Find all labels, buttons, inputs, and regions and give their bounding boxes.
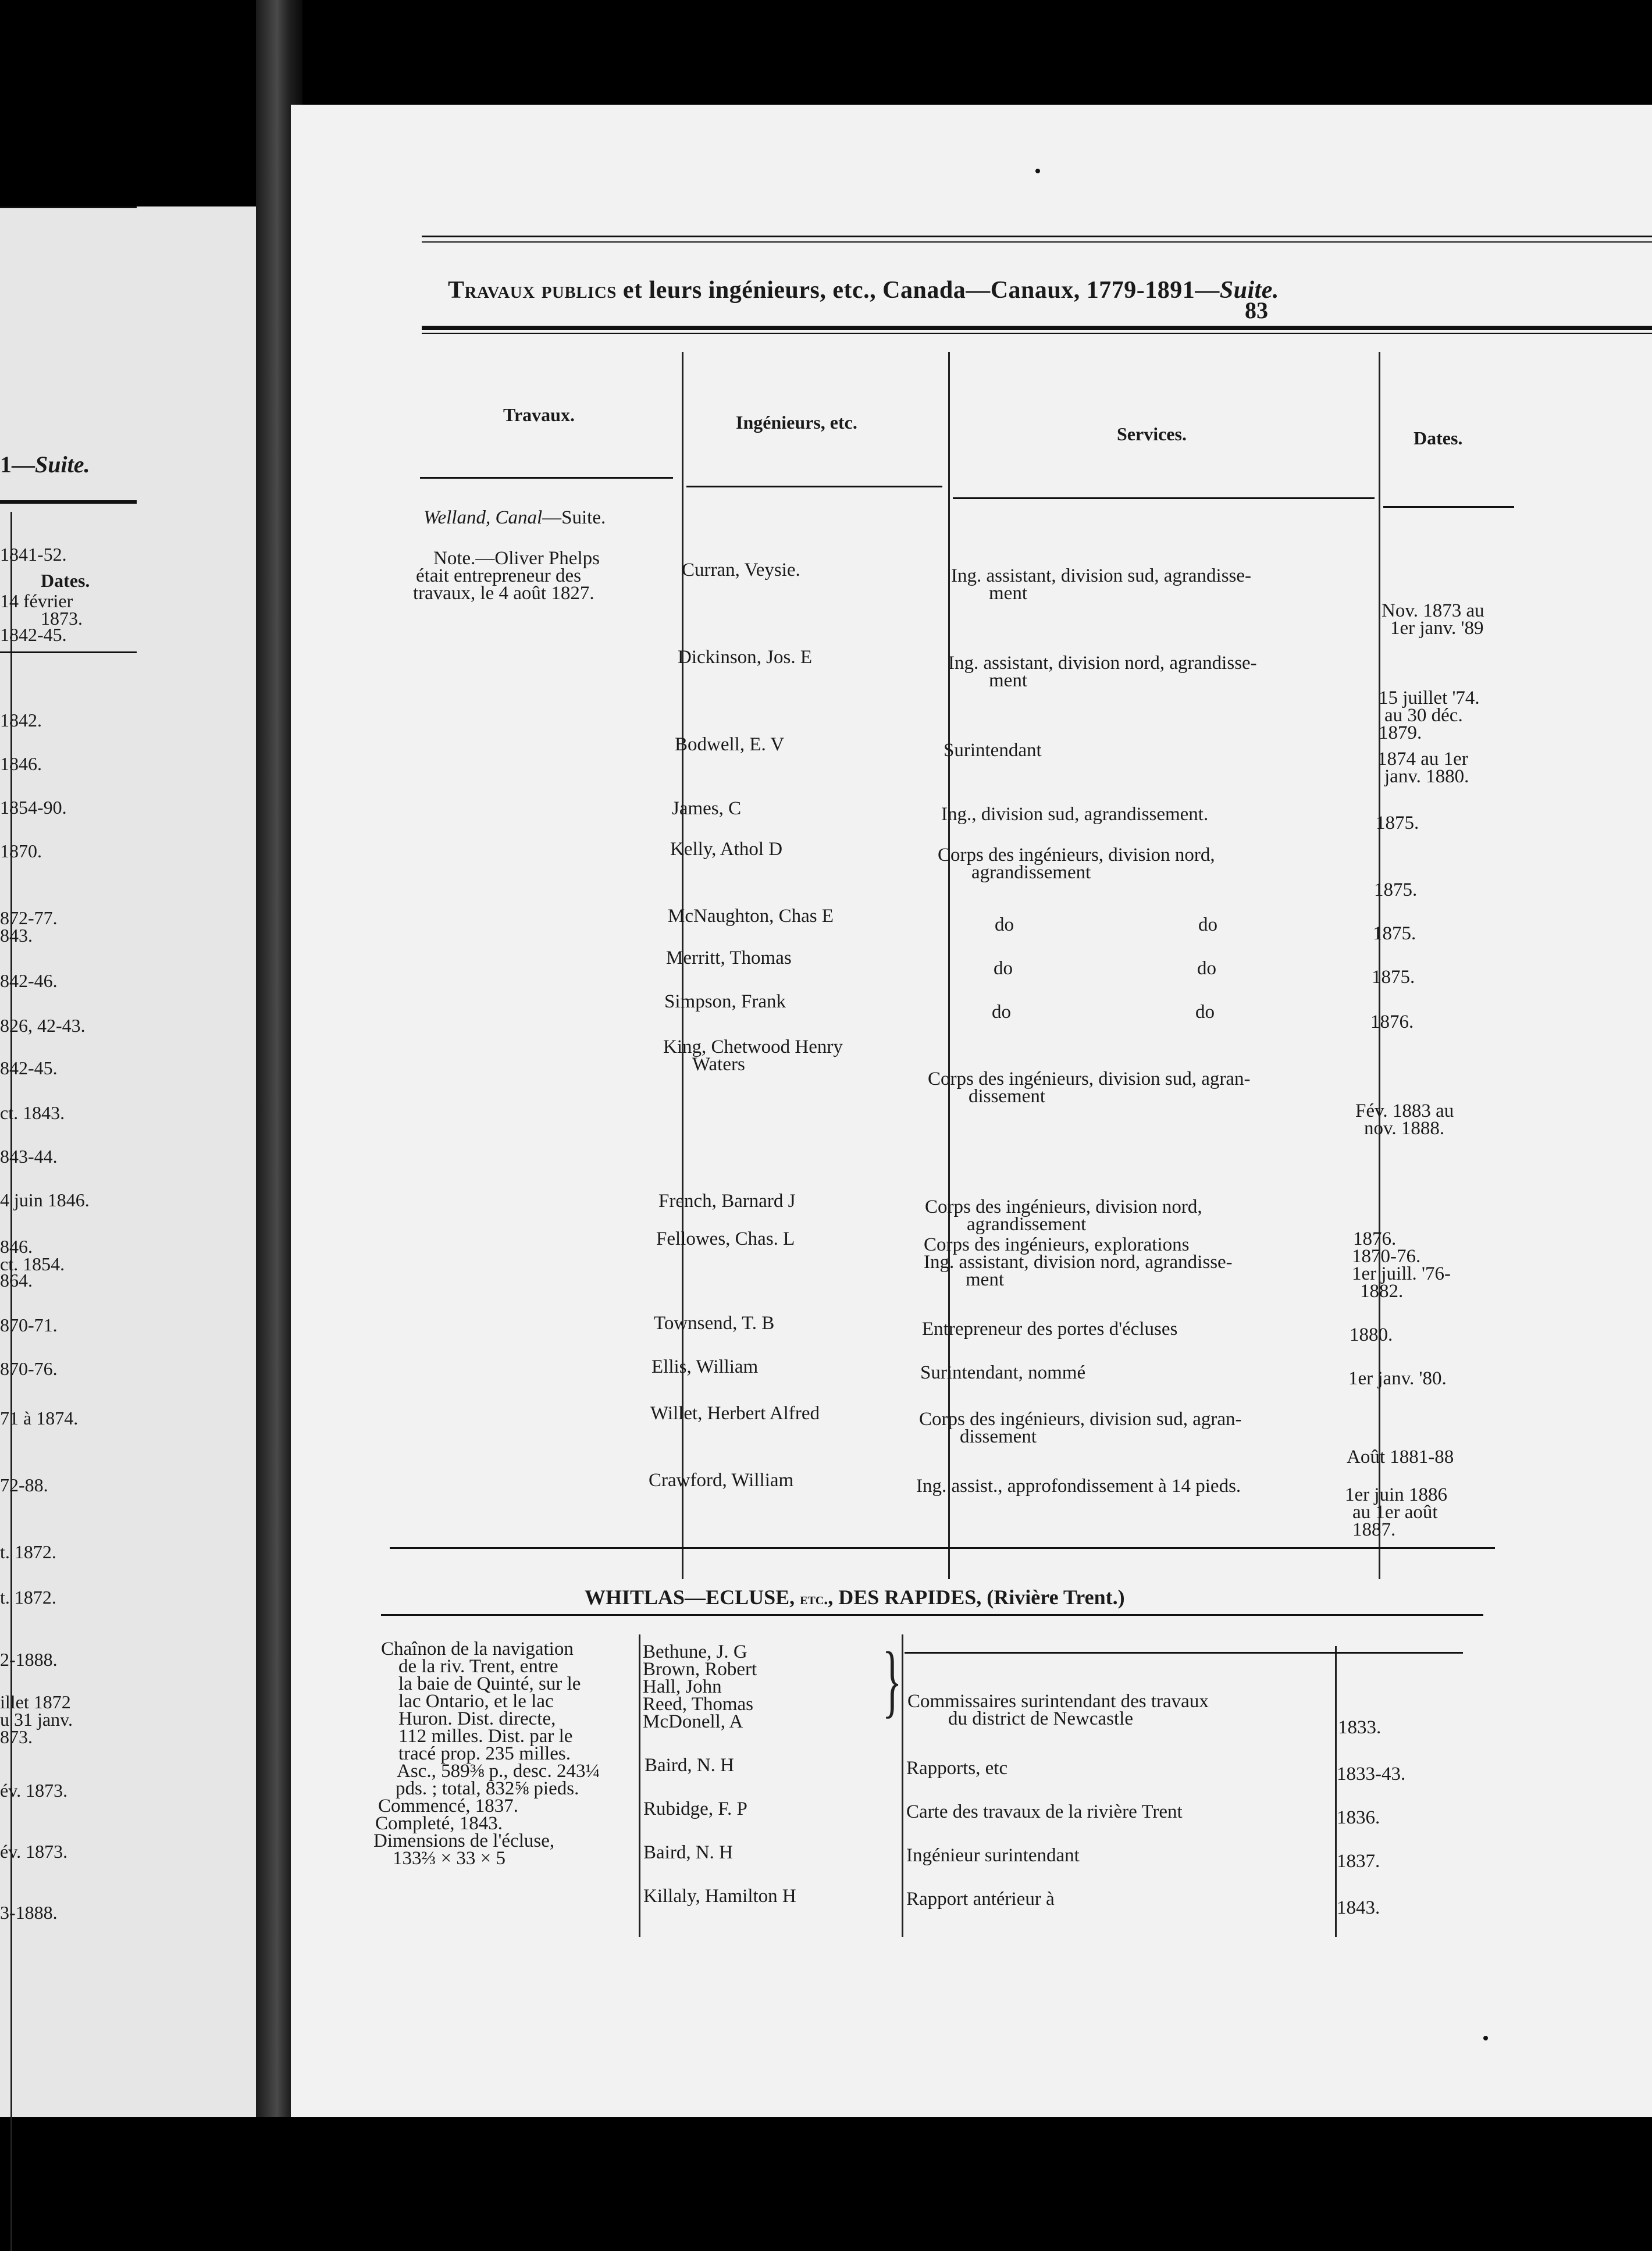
- left-date: 1873.: [41, 608, 83, 629]
- left-date: 1870.: [0, 840, 42, 861]
- service-line: do: [1195, 1002, 1215, 1023]
- header-rule-services: [953, 497, 1375, 499]
- whitlas-travaux-line: pds. ; total, 832⅝ pieds.: [396, 1778, 579, 1799]
- left-date: 71 à 1874.: [0, 1408, 79, 1429]
- left-date: u 31 janv.: [0, 1709, 73, 1730]
- date-line: Nov. 1873 au: [1382, 600, 1484, 621]
- date-line: 1875.: [1372, 967, 1415, 988]
- service-line: Ingénieur surintendant: [906, 1845, 1080, 1866]
- col-header-dates: Dates.: [1414, 428, 1463, 448]
- date-line: 1887.: [1352, 1519, 1396, 1540]
- date-line: nov. 1888.: [1364, 1118, 1445, 1139]
- service-line: Corps des ingénieurs, division sud, agran-: [919, 1409, 1242, 1430]
- title-part-2: et leurs ingénieurs, etc., Canada—Canaux, 1779-1891—: [616, 277, 1220, 304]
- whitlas-travaux-line: lac Ontario, et le lac: [398, 1691, 554, 1712]
- title-bottom-rule-2: [422, 333, 1652, 334]
- engineer-name: Bodwell, E. V: [675, 734, 785, 755]
- left-date: 870-71.: [0, 1315, 58, 1335]
- service-line: Ing., division sud, agrandissement.: [941, 804, 1209, 825]
- service-line: Ing. assistant, division nord, agrandisse-: [924, 1252, 1233, 1273]
- page-title: [448, 276, 1279, 304]
- date-line: 1876.: [1370, 1011, 1414, 1032]
- date-line: 1er janv. '89: [1390, 618, 1484, 639]
- service-line: Carte des travaux de la rivière Trent: [906, 1801, 1183, 1822]
- date-line: 1875.: [1376, 813, 1419, 834]
- service-line: Surintendant, nommé: [920, 1362, 1086, 1383]
- left-date: 846.: [0, 1236, 33, 1257]
- grouping-brace: }: [882, 1636, 902, 1726]
- service-line: dissement: [969, 1086, 1045, 1107]
- whitlas-heading: WHITLAS—ECLUSE, etc., DES RAPIDES, (Rivière Trent.): [585, 1586, 1125, 1609]
- right-page: [291, 105, 1652, 2117]
- service-line: Corps des ingénieurs, division sud, agran-: [928, 1068, 1251, 1089]
- title-part-1: Travaux publics: [448, 277, 617, 304]
- service-line: do: [1197, 958, 1216, 979]
- title-suite: Suite.: [1219, 277, 1279, 304]
- left-date: 1841-52.: [0, 544, 67, 565]
- left-date: 72-88.: [0, 1474, 48, 1495]
- engineer-name: Kelly, Athol D: [670, 839, 783, 860]
- date-line: au 30 déc.: [1384, 705, 1463, 726]
- date-line: 1874 au 1er: [1377, 749, 1468, 770]
- service-line: ment: [966, 1269, 1004, 1290]
- date-line: 1836.: [1337, 1807, 1380, 1828]
- service-line: do: [994, 958, 1013, 979]
- col-header-ingenieurs: Ingénieurs, etc.: [736, 412, 857, 433]
- left-date: t. 1872.: [0, 1587, 56, 1608]
- left-date: 843.: [0, 925, 33, 946]
- welland-heading: Welland, Canal—Suite.: [423, 507, 606, 528]
- whitlas-top-rule: [905, 1652, 1463, 1654]
- left-date: év. 1873.: [0, 1780, 68, 1801]
- date-line: 1875.: [1374, 879, 1418, 900]
- service-line: Ing. assistant, division nord, agrandisse-: [948, 653, 1257, 674]
- ink-mark: [1483, 2036, 1488, 2040]
- engineer-name: Brown, Robert: [643, 1659, 757, 1680]
- left-date: 842-46.: [0, 970, 58, 991]
- service-line: Corps des ingénieurs, division nord,: [938, 845, 1215, 866]
- whitlas-travaux-line: Commencé, 1837.: [378, 1796, 519, 1817]
- engineer-name: King, Chetwood Henry: [663, 1037, 843, 1057]
- date-line: Août 1881-88: [1347, 1447, 1454, 1468]
- engineer-name: Fellowes, Chas. L: [656, 1228, 795, 1249]
- date-line: 1er juin 1886: [1345, 1484, 1447, 1505]
- ink-mark: [1035, 169, 1040, 173]
- engineer-name: Willet, Herbert Alfred: [650, 1403, 820, 1424]
- service-line: Corps des ingénieurs, division nord,: [925, 1196, 1202, 1217]
- whitlas-travaux-line: tracé prop. 235 milles.: [398, 1743, 571, 1764]
- whitlas-col-sep-2: [902, 1634, 903, 1937]
- date-line: 1879.: [1379, 722, 1422, 743]
- service-line: dissement: [960, 1426, 1037, 1447]
- left-date: 864.: [0, 1270, 33, 1291]
- left-suite-label: 1—Suite.: [0, 451, 90, 478]
- left-date: 842-45.: [0, 1057, 58, 1078]
- left-date: 1842.: [0, 710, 42, 731]
- date-line: 1876.: [1353, 1228, 1397, 1249]
- service-line: Entrepreneur des portes d'écluses: [922, 1319, 1178, 1340]
- left-date: 873.: [0, 1726, 33, 1747]
- date-line: 1837.: [1337, 1851, 1380, 1872]
- date-line: Fév. 1883 au: [1355, 1100, 1454, 1121]
- left-date: 826, 42-43.: [0, 1015, 86, 1036]
- col-header-services: Services.: [1117, 423, 1187, 444]
- service-line: agrandissement: [967, 1214, 1087, 1235]
- date-line: 1er juill. '76-: [1352, 1263, 1451, 1284]
- col-sep-3: [1379, 352, 1380, 1579]
- left-date: 1854-90.: [0, 797, 67, 818]
- engineer-name: Ellis, William: [651, 1356, 759, 1377]
- left-page: [0, 206, 256, 2117]
- service-line: Rapports, etc: [906, 1758, 1008, 1779]
- whitlas-travaux-line: de la riv. Trent, entre: [398, 1656, 558, 1677]
- date-line: 1843.: [1337, 1897, 1380, 1918]
- left-header-rule: [0, 651, 137, 653]
- whitlas-col-sep-3: [1335, 1646, 1337, 1937]
- left-date: 14 février: [0, 590, 73, 611]
- whitlas-travaux-line: Completé, 1843.: [375, 1813, 503, 1834]
- whitlas-travaux-line: Chaînon de la navigation: [381, 1639, 574, 1659]
- welland-note-line: Note.—Oliver Phelps: [433, 548, 600, 569]
- section-heading-rule: [381, 1614, 1483, 1616]
- service-line: Commissaires surintendant des travaux: [907, 1691, 1209, 1712]
- service-line: Rapport antérieur à: [906, 1889, 1055, 1910]
- whitlas-col-sep-1: [639, 1634, 640, 1937]
- date-line: au 1er août: [1352, 1502, 1438, 1523]
- engineer-name: McNaughton, Chas E: [668, 906, 834, 927]
- engineer-name: Dickinson, Jos. E: [678, 647, 812, 668]
- engineer-name: Merritt, Thomas: [666, 948, 792, 968]
- whitlas-travaux-line: la baie de Quinté, sur le: [398, 1673, 581, 1694]
- left-date: 3-1888.: [0, 1902, 58, 1923]
- whitlas-travaux-line: Asc., 589⅜ p., desc. 243¼: [397, 1761, 600, 1782]
- engineer-name: James, C: [672, 798, 742, 819]
- service-line: Ing. assist., approfondissement à 14 pieds.: [916, 1476, 1241, 1497]
- engineer-name: Baird, N. H: [643, 1842, 733, 1863]
- title-top-rule-2: [422, 241, 1652, 243]
- left-date: ct. 1843.: [0, 1102, 65, 1123]
- header-rule-dates: [1383, 506, 1514, 508]
- service-line: du district de Newcastle: [948, 1708, 1133, 1729]
- date-line: 1870-76.: [1352, 1246, 1421, 1267]
- date-line: janv. 1880.: [1384, 766, 1469, 787]
- engineer-name: French, Barnard J: [658, 1191, 796, 1212]
- date-line: 1875.: [1373, 923, 1416, 944]
- left-date: 872-77.: [0, 907, 58, 928]
- date-line: 1er janv. '80.: [1348, 1368, 1447, 1389]
- engineer-name: Killaly, Hamilton H: [643, 1886, 796, 1907]
- whitlas-travaux-line: 133⅔ × 33 × 5: [393, 1848, 505, 1869]
- header-rule-travaux: [420, 477, 673, 479]
- whitlas-travaux-line: Dimensions de l'écluse,: [373, 1830, 555, 1851]
- engineer-name: Curran, Veysie.: [682, 560, 800, 580]
- left-dates-header: Dates.: [41, 570, 90, 591]
- left-date: 1842-45.: [0, 624, 67, 645]
- service-line: Ing. assistant, division sud, agrandisse-: [951, 565, 1252, 586]
- title-top-rule: [422, 236, 1652, 237]
- left-date: 843-44.: [0, 1146, 58, 1167]
- title-bottom-rule: [422, 326, 1652, 330]
- service-line: do: [1198, 914, 1217, 935]
- left-date: t. 1872.: [0, 1541, 56, 1562]
- date-line: 1833-43.: [1337, 1764, 1406, 1785]
- engineer-name: McDonell, A: [643, 1711, 743, 1732]
- service-line: agrandissement: [971, 862, 1091, 883]
- engineer-name: Hall, John: [643, 1676, 722, 1697]
- service-line: do: [995, 914, 1014, 935]
- engineer-name: Baird, N. H: [645, 1755, 734, 1776]
- col-header-travaux: Travaux.: [503, 404, 575, 425]
- engineer-name: Bethune, J. G: [643, 1641, 747, 1662]
- date-line: 1833.: [1338, 1717, 1382, 1738]
- engineer-name: Rubidge, F. P: [643, 1798, 747, 1819]
- page-number: 83: [1245, 297, 1268, 323]
- date-line: 1882.: [1360, 1281, 1404, 1302]
- engineer-name: Waters: [692, 1054, 745, 1075]
- engineer-name: Townsend, T. B: [654, 1313, 775, 1334]
- whitlas-travaux-line: 112 milles. Dist. par le: [398, 1726, 573, 1747]
- welland-note-line: travaux, le 4 août 1827.: [413, 583, 594, 604]
- service-line: Corps des ingénieurs, explorations: [924, 1234, 1190, 1255]
- date-line: 1880.: [1350, 1324, 1393, 1345]
- service-line: ment: [989, 670, 1027, 691]
- welland-note-line: était entrepreneur des: [416, 565, 582, 586]
- whitlas-travaux-line: Huron. Dist. directe,: [398, 1708, 556, 1729]
- left-date: 2-1888.: [0, 1649, 58, 1670]
- left-date: ct. 1854.: [0, 1253, 65, 1274]
- date-line: 15 juillet '74.: [1379, 688, 1480, 708]
- service-line: ment: [989, 583, 1027, 604]
- left-date: év. 1873.: [0, 1841, 68, 1862]
- left-date: 1846.: [0, 753, 42, 774]
- left-date: 4 juin 1846.: [0, 1189, 90, 1210]
- section-rule: [390, 1547, 1495, 1549]
- left-date: 870-76.: [0, 1358, 58, 1379]
- engineer-name: Crawford, William: [649, 1470, 794, 1491]
- left-date: illet 1872: [0, 1691, 71, 1712]
- service-line: Surintendant: [944, 740, 1042, 761]
- engineer-name: Reed, Thomas: [643, 1694, 754, 1715]
- service-line: do: [992, 1002, 1011, 1023]
- left-top-rule: [0, 206, 137, 208]
- header-rule-ingenieurs: [686, 486, 942, 487]
- col-sep-2: [948, 352, 950, 1579]
- left-thick-rule: [0, 500, 137, 504]
- engineer-name: Simpson, Frank: [664, 991, 786, 1012]
